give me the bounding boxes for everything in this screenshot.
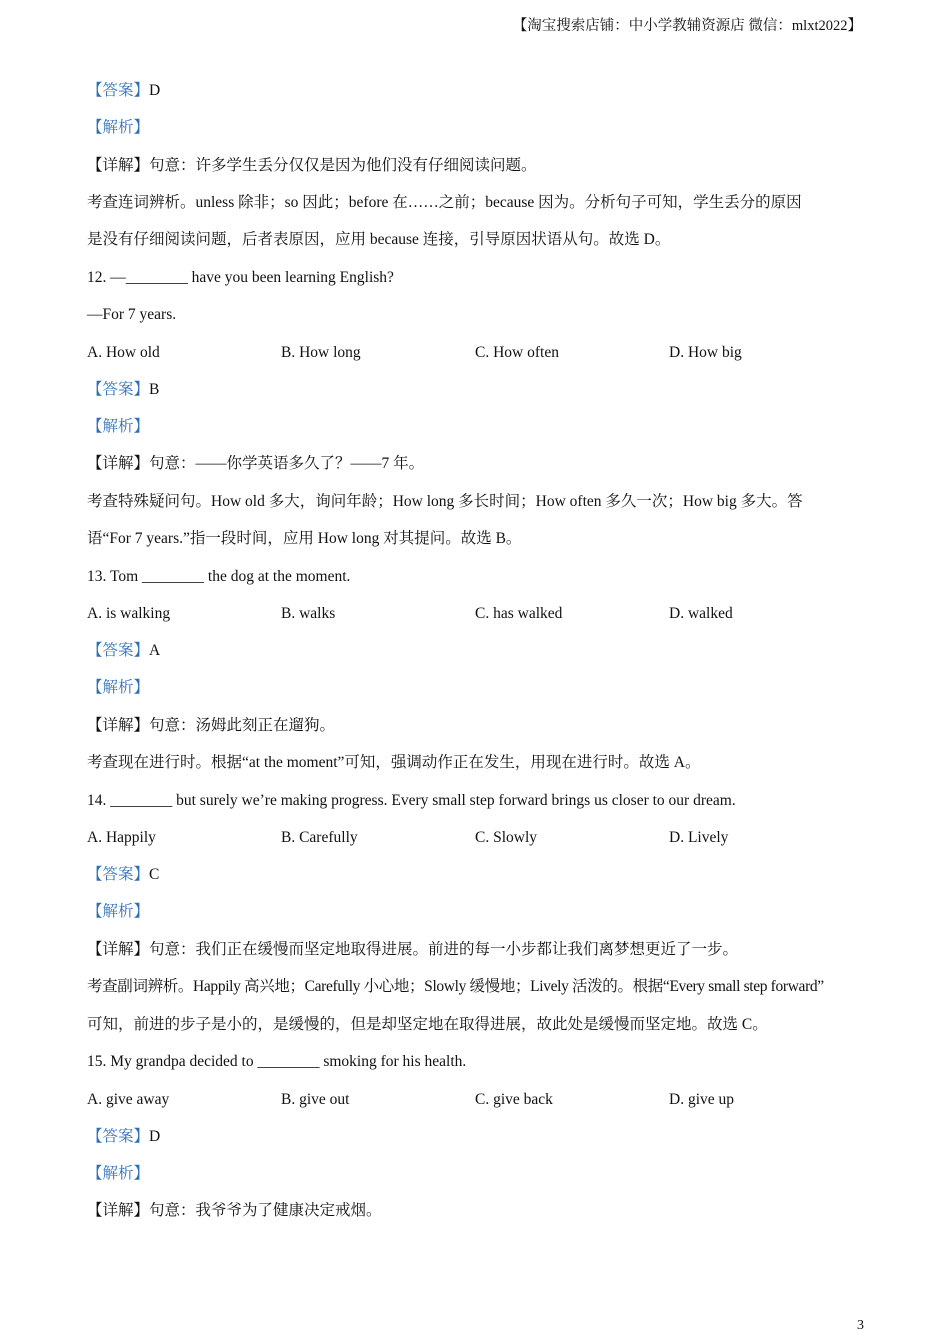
q11-explain-1: 考查连词辨析。unless 除非；so 因此；before 在……之前；because 因为。分析句子可知，学生丢分的原因 [87,194,802,211]
q12-reply: —For 7 years. [87,306,177,323]
q15-option-d: D. give up [669,1091,735,1108]
q13-option-c: C. has walked [475,605,563,622]
answer-tag: 【答案】 [87,381,150,398]
q13-option-a: A. is walking [87,605,171,622]
answer-value: A [149,642,161,659]
analysis-tag: 【解析】 [87,418,150,435]
analysis-tag: 【解析】 [87,1165,150,1182]
answer-tag: 【答案】 [87,82,150,99]
analysis-tag: 【解析】 [87,903,150,920]
detail-text: 句意：汤姆此刻正在遛狗。 [149,717,336,734]
q14-explain-1: 考查副词辨析。Happily 高兴地；Carefully 小心地；Slowly 缓慢地；Lively 活泼的。根据“Every small step forward” [87,978,824,995]
detail-tag: 【详解】 [87,455,150,472]
q15-detail [87,1201,878,1221]
q13-analysis [87,678,878,698]
detail-tag: 【详解】 [87,941,150,958]
q13-answer [87,641,878,661]
detail-tag: 【详解】 [87,157,150,174]
q15-analysis [87,1164,878,1184]
q12-option-b: B. How long [281,344,361,361]
q14-analysis [87,902,878,922]
q12-question: 12. —________ have you been learning English? [87,269,394,286]
q14-option-c: C. Slowly [475,829,538,846]
q11-analysis [87,118,878,138]
q12-option-a: A. How old [87,344,160,361]
detail-text: 句意：我们正在缓慢而坚定地取得进展。前进的每一小步都让我们离梦想更近了一步。 [149,941,739,958]
answer-tag: 【答案】 [87,642,150,659]
q13-detail [87,716,878,736]
q14-option-b: B. Carefully [281,829,358,846]
q12-analysis [87,417,878,437]
page-number: 3 [857,1318,864,1333]
q11-detail [87,156,878,176]
q11-answer [87,81,878,101]
analysis-tag: 【解析】 [87,679,150,696]
q14-answer [87,865,878,885]
q12-answer [87,380,878,400]
q15-option-b: B. give out [281,1091,350,1108]
q15-option-c: C. give back [475,1091,553,1108]
q13-explain-1: 考查现在进行时。根据“at the moment”可知，强调动作正在发生，用现在进行时。故选 A。 [87,754,701,771]
q11-explain-2: 是没有仔细阅读问题，后者表原因，应用 because 连接，引导原因状语从句。故选 D。 [87,231,671,248]
q12-detail [87,454,878,474]
answer-tag: 【答案】 [87,1128,150,1145]
q14-option-d: D. Lively [669,829,729,846]
q14-detail [87,940,878,960]
answer-value: D [149,1128,161,1145]
detail-tag: 【详解】 [87,717,150,734]
q12-option-c: C. How often [475,344,559,361]
q15-option-a: A. give away [87,1091,170,1108]
analysis-tag: 【解析】 [87,119,150,136]
q14-question: 14. ________ but surely we’re making progress. Every small step forward brings us closer to our dream. [87,792,736,809]
q13-question: 13. Tom ________ the dog at the moment. [87,568,351,585]
q14-explain-2: 可知，前进的步子是小的，是缓慢的，但是却坚定地在取得进展，故此处是缓慢而坚定地。故选 C。 [87,1016,768,1033]
answer-value: C [149,866,160,883]
page-header: 【淘宝搜索店铺：中小学教辅资源店 微信：mlxt2022】 [512,18,862,34]
detail-text: 句意：——你学英语多久了？——7 年。 [149,455,425,472]
detail-tag: 【详解】 [87,1202,150,1219]
answer-tag: 【答案】 [87,866,150,883]
answer-value: B [149,381,160,398]
answer-value: D [149,82,161,99]
q13-option-d: D. walked [669,605,733,622]
q15-answer [87,1127,878,1147]
q14-option-a: A. Happily [87,829,156,846]
q12-explain-2: 语“For 7 years.”指一段时间，应用 How long 对其提问。故选 B。 [87,530,522,547]
detail-text: 句意：我爷爷为了健康决定戒烟。 [149,1202,382,1219]
detail-text: 句意：许多学生丢分仅仅是因为他们没有仔细阅读问题。 [149,157,537,174]
q12-explain-1: 考查特殊疑问句。How old 多大，询问年龄；How long 多长时间；How often 多久一次；How big 多大。答 [87,493,803,510]
q12-option-d: D. How big [669,344,742,361]
q15-question: 15. My grandpa decided to ________ smoking for his health. [87,1053,467,1070]
q13-option-b: B. walks [281,605,336,622]
